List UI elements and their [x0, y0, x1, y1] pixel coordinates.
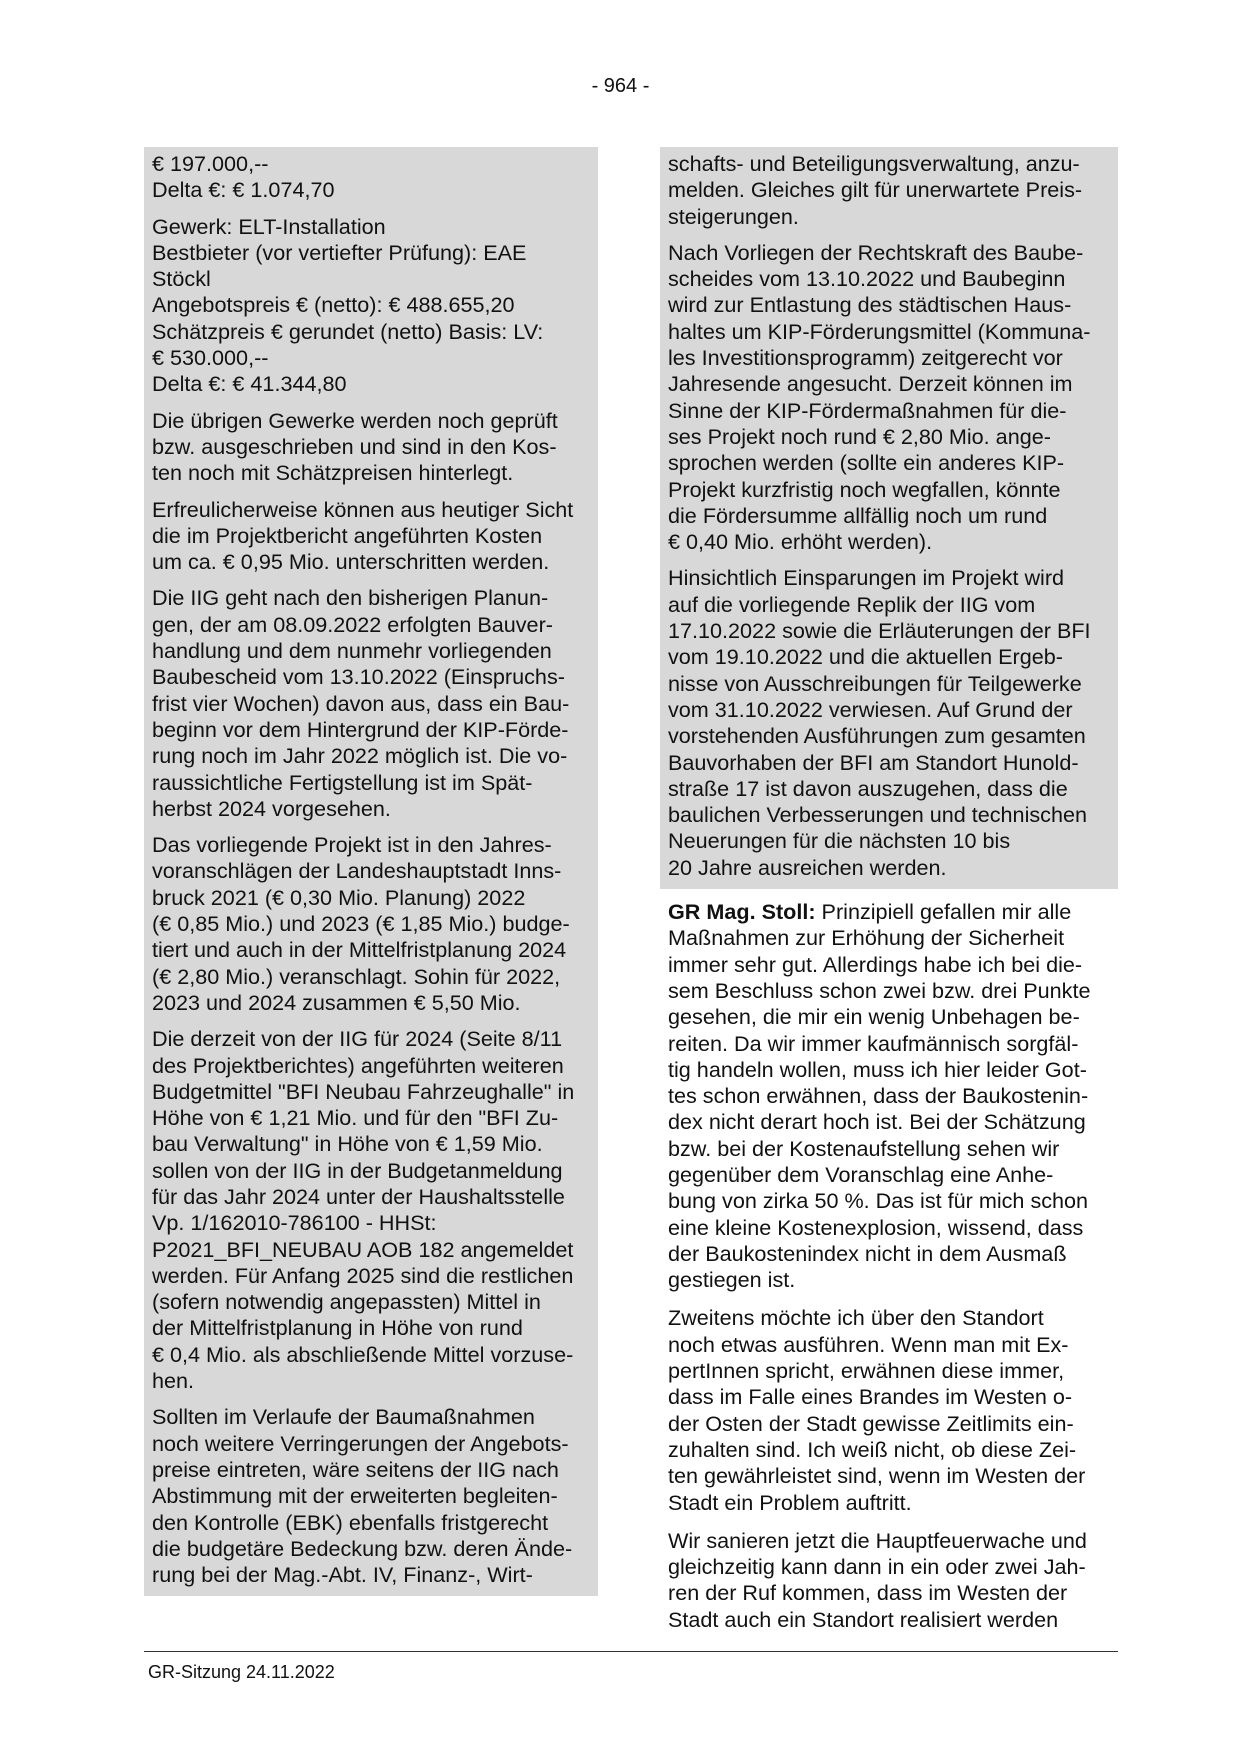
paragraph	[152, 1404, 590, 1588]
text-line: ten gewährleistet sind, wenn im Westen der	[668, 1463, 1086, 1489]
text-line: wird zur Entlastung des städtischen Haus-	[668, 292, 1072, 318]
text-line: Delta €: € 1.074,70	[152, 177, 335, 203]
text-line: € 197.000,--	[152, 151, 269, 176]
text-line: tiert und auch in der Mittelfristplanung 2024	[152, 937, 567, 963]
paragraph	[152, 497, 590, 576]
text-line: Sinne der KIP-Fördermaßnahmen für die-	[668, 397, 1067, 423]
text-line: 17.10.2022 sowie die Erläuterungen der BFI	[668, 618, 1091, 644]
paragraph	[152, 214, 590, 398]
text-line: € 0,4 Mio. als abschließende Mittel vorzuse-	[152, 1341, 574, 1367]
text-line: Hinsichtlich Einsparungen im Projekt wird	[668, 565, 1065, 591]
text-line: Stöckl	[152, 266, 211, 292]
left-shaded-block	[144, 147, 598, 1596]
paragraph	[152, 1026, 590, 1394]
page-number: - 964 -	[591, 75, 650, 97]
text-line: zuhalten sind. Ich weiß nicht, ob diese Zei-	[668, 1436, 1077, 1462]
paragraph	[152, 408, 590, 487]
text-line: nisse von Ausschreibungen für Teilgewerke	[668, 670, 1082, 696]
text-line: Nach Vorliegen der Rechtskraft des Baube-	[668, 239, 1084, 265]
paragraph	[668, 1528, 1110, 1633]
paragraph	[668, 565, 1110, 881]
speech-text: Prinzipiell gefallen mir alle	[815, 899, 1072, 925]
text-line: € 530.000,--	[152, 345, 269, 371]
text-line: bruck 2021 (€ 0,30 Mio. Planung) 2022	[152, 884, 526, 910]
text-line: Stadt auch ein Standort realisiert werden	[668, 1606, 1059, 1632]
text-line: auf die vorliegende Replik der IIG vom	[668, 591, 1036, 617]
footer-rule	[144, 1651, 1118, 1652]
text-line: eine kleine Kostenexplosion, wissend, dass	[668, 1214, 1084, 1240]
text-line: Wir sanieren jetzt die Hauptfeuerwache und	[668, 1527, 1087, 1553]
text-line: pertInnen spricht, erwähnen diese immer,	[668, 1358, 1065, 1384]
text-line: der Mittelfristplanung in Höhe von rund	[152, 1315, 523, 1341]
text-line: (sofern notwendig angepassten) Mittel in	[152, 1289, 541, 1315]
text-line: 2023 und 2024 zusammen € 5,50 Mio.	[152, 989, 521, 1015]
text-line: Die derzeit von der IIG für 2024 (Seite 8/11	[152, 1026, 563, 1052]
left-column	[144, 147, 598, 1596]
text-line: gen, der am 08.09.2022 erfolgten Bauver-	[152, 611, 553, 637]
text-line: vom 31.10.2022 verwiesen. Auf Grund der	[668, 696, 1073, 722]
text-line: immer sehr gut. Allerdings habe ich bei die-	[668, 951, 1083, 977]
text-line: Schätzpreis € gerundet (netto) Basis: LV:	[152, 318, 544, 344]
text-line: voranschlägen der Landeshauptstadt Inns-	[152, 858, 562, 884]
text-line: den Kontrolle (EBK) ebenfalls fristgerecht	[152, 1509, 549, 1535]
text-line: die Fördersumme allfällig noch um rund	[668, 502, 1048, 528]
text-line: schafts- und Beteiligungsverwaltung, anzu-	[668, 151, 1080, 176]
paragraph	[668, 240, 1110, 556]
text-line: raussichtliche Fertigstellung ist im Spät-	[152, 769, 533, 795]
text-line: Das vorliegende Projekt ist in den Jahres-	[152, 832, 552, 858]
text-line: vorstehenden Ausführungen zum gesamten	[668, 723, 1086, 749]
paragraph	[668, 1305, 1110, 1515]
text-line: der Baukostenindex nicht in dem Ausmaß	[668, 1240, 1067, 1266]
text-line: € 0,40 Mio. erhöht werden).	[668, 529, 933, 555]
text-line: (€ 0,85 Mio.) und 2023 (€ 1,85 Mio.) budge-	[152, 911, 570, 937]
text-line: vom 19.10.2022 und die aktuellen Ergeb-	[668, 644, 1063, 670]
text-line: rung bei der Mag.-Abt. IV, Finanz-, Wirt-	[152, 1562, 533, 1588]
text-line: Sollten im Verlaufe der Baumaßnahmen	[152, 1404, 535, 1430]
text-line: Zweitens möchte ich über den Standort	[668, 1305, 1044, 1331]
text-line: sem Beschluss schon zwei bzw. drei Punkte	[668, 977, 1091, 1003]
text-line: rung noch im Jahr 2022 möglich ist. Die vo-	[152, 743, 568, 769]
text-line: frist vier Wochen) davon aus, dass ein Bau-	[152, 690, 570, 716]
text-line: dex nicht derart hoch ist. Bei der Schätzung	[668, 1109, 1086, 1135]
text-line: ten noch mit Schätzpreisen hinterlegt.	[152, 460, 514, 486]
text-line: preise eintreten, wäre seitens der IIG nach	[152, 1456, 559, 1482]
text-line: Bauvorhaben der BFI am Standort Hunold-	[668, 749, 1079, 775]
paragraph	[152, 151, 590, 204]
text-line: Stadt ein Problem auftritt.	[668, 1489, 912, 1515]
text-line: straße 17 ist davon auszugehen, dass die	[668, 775, 1068, 801]
text-line: Höhe von € 1,21 Mio. und für den "BFI Zu-	[152, 1105, 559, 1131]
text-line: sprochen werden (sollte ein anderes KIP-	[668, 450, 1065, 476]
text-line: Maßnahmen zur Erhöhung der Sicherheit	[668, 925, 1065, 951]
text-line: Gewerk: ELT-Installation	[152, 213, 386, 239]
paragraph	[152, 832, 590, 1016]
text-line: Bestbieter (vor vertiefter Prüfung): EAE	[152, 239, 527, 265]
text-line: bau Verwaltung" in Höhe von € 1,59 Mio.	[152, 1131, 543, 1157]
text-line: sollen von der IIG in der Budgetanmeldung	[152, 1157, 563, 1183]
text-line: Jahresende angesucht. Derzeit können im	[668, 371, 1073, 397]
text-line: reiten. Da wir immer kaufmännisch sorgfäl-	[668, 1030, 1079, 1056]
text-line: gesehen, die mir ein wenig Unbehagen be-	[668, 1004, 1080, 1030]
text-line: ses Projekt noch rund € 2,80 Mio. ange-	[668, 423, 1051, 449]
paragraph	[668, 151, 1110, 230]
text-line: Angebotspreis € (netto): € 488.655,20	[152, 292, 515, 318]
text-line: noch weitere Verringerungen der Angebots-	[152, 1430, 569, 1456]
text-line: bung von zirka 50 %. Das ist für mich schon	[668, 1188, 1089, 1214]
text-line: werden. Für Anfang 2025 sind die restlichen	[152, 1262, 574, 1288]
text-line: Erfreulicherweise können aus heutiger Sicht	[152, 496, 574, 522]
text-line: scheides vom 13.10.2022 und Baubeginn	[668, 266, 1066, 292]
text-line: hen.	[152, 1368, 195, 1394]
text-line: gleichzeitig kann dann in ein oder zwei Jah-	[668, 1554, 1086, 1580]
text-line: Projekt kurzfristig noch wegfallen, könnte	[668, 476, 1061, 502]
text-line: für das Jahr 2024 unter der Haushaltsstelle	[152, 1183, 565, 1209]
text-line: melden. Gleiches gilt für unerwartete Preis-	[668, 177, 1083, 203]
text-line: dass im Falle eines Brandes im Westen o-	[668, 1384, 1073, 1410]
text-line: Delta €: € 41.344,80	[152, 371, 347, 397]
speaker-name: GR Mag. Stoll:	[668, 899, 816, 925]
text-line: Neuerungen für die nächsten 10 bis	[668, 828, 1011, 854]
text-line: der Osten der Stadt gewisse Zeitlimits ein-	[668, 1410, 1074, 1436]
text-line: les Investitionsprogramm) zeitgerecht vor	[668, 345, 1063, 371]
text-line: baulichen Verbesserungen und technischen	[668, 802, 1087, 828]
speech-block	[660, 889, 1118, 1633]
text-line: bzw. bei der Kostenaufstellung sehen wir	[668, 1135, 1060, 1161]
text-line: haltes um KIP-Förderungsmittel (Kommuna-	[668, 318, 1091, 344]
text-line: die budgetäre Bedeckung bzw. deren Ände-	[152, 1535, 573, 1561]
text-line: bzw. ausgeschrieben und sind in den Kos-	[152, 433, 557, 459]
text-line: beginn vor dem Hintergrund der KIP-Förde-	[152, 716, 569, 742]
text-line: (€ 2,80 Mio.) veranschlagt. Sohin für 2022,	[152, 963, 561, 989]
text-line	[668, 899, 1110, 925]
text-line: Die übrigen Gewerke werden noch geprüft	[152, 407, 558, 433]
text-line: herbst 2024 vorgesehen.	[152, 795, 391, 821]
text-line: P2021_BFI_NEUBAU AOB 182 angemeldet	[152, 1236, 574, 1262]
text-line: ren der Ruf kommen, dass im Westen der	[668, 1580, 1068, 1606]
text-line: Budgetmittel "BFI Neubau Fahrzeughalle" in	[152, 1078, 575, 1104]
text-line: tes schon erwähnen, dass der Baukostenin-	[668, 1083, 1089, 1109]
right-shaded-block	[660, 147, 1118, 889]
right-column	[660, 147, 1118, 1645]
text-line: noch etwas ausführen. Wenn man mit Ex-	[668, 1331, 1069, 1357]
text-line: 20 Jahre ausreichen werden.	[668, 854, 947, 880]
speech-paragraph	[668, 899, 1110, 1293]
text-line: gestiegen ist.	[668, 1267, 796, 1293]
text-line: Baubescheid vom 13.10.2022 (Einspruchs-	[152, 664, 565, 690]
text-line: um ca. € 0,95 Mio. unterschritten werden.	[152, 549, 550, 575]
text-line: Die IIG geht nach den bisherigen Planun-	[152, 585, 549, 611]
text-line: tig handeln wollen, muss ich hier leider Got-	[668, 1056, 1087, 1082]
paragraph	[152, 585, 590, 822]
footer-text: GR-Sitzung 24.11.2022	[148, 1662, 335, 1682]
text-line: Vp. 1/162010-786100 - HHSt:	[152, 1210, 437, 1236]
text-line: gegenüber dem Voranschlag eine Anhe-	[668, 1161, 1054, 1187]
text-line: handlung und dem nunmehr vorliegenden	[152, 638, 552, 664]
text-line: die im Projektbericht angeführten Kosten	[152, 522, 543, 548]
text-line: Abstimmung mit der erweiterten begleiten-	[152, 1483, 558, 1509]
text-line: des Projektberichtes) angeführten weiteren	[152, 1052, 564, 1078]
text-line: steigerungen.	[668, 203, 799, 229]
